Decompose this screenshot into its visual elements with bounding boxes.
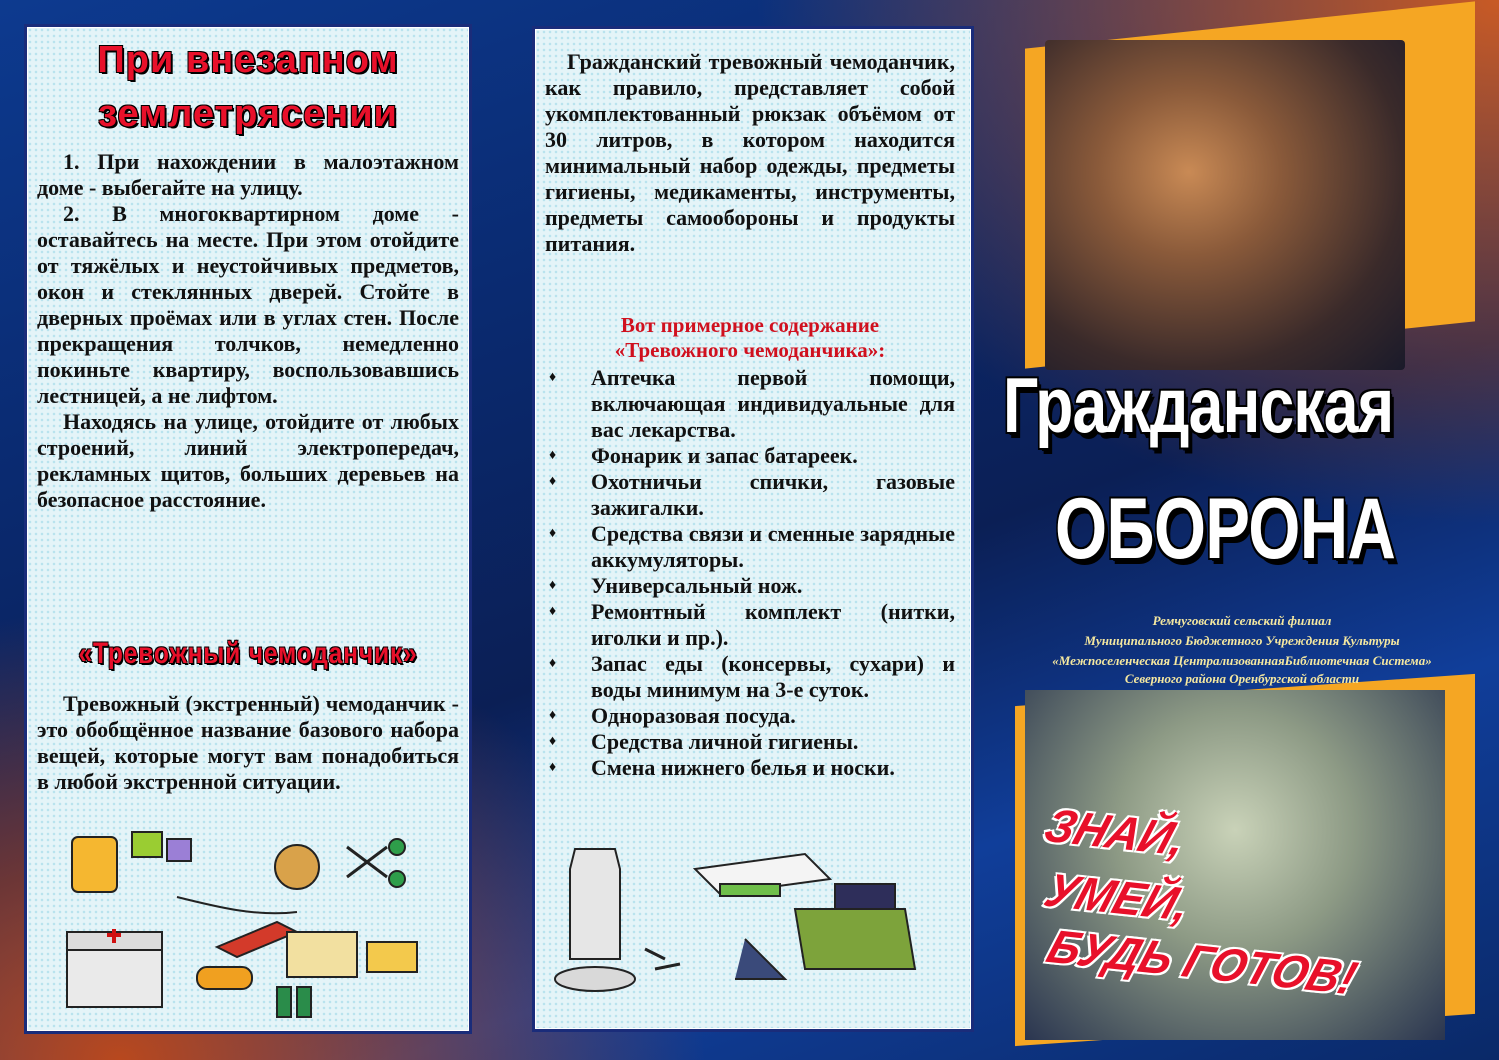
diamond-bullet-icon: ♦ xyxy=(549,474,557,489)
list-item: ♦ Смена нижнего белья и носки. xyxy=(549,755,895,780)
diamond-bullet-icon: ♦ xyxy=(549,448,557,463)
kit-contents-list xyxy=(545,365,955,781)
firefighter-photo xyxy=(1045,40,1405,370)
title-civil: Гражданская xyxy=(1003,361,1394,449)
emergency-kit-heading: «Тревожный чемоданчик» xyxy=(78,637,418,670)
diamond-bullet-icon: ♦ xyxy=(549,370,557,385)
diamond-bullet-icon: ♦ xyxy=(549,760,557,775)
list-item: ♦ Универсальный нож. xyxy=(549,573,803,598)
organization-line4: Северного района Оренбургской области xyxy=(1124,671,1360,686)
scissors-icon xyxy=(347,847,387,877)
clothes-icon xyxy=(795,909,915,969)
slogan-know: ЗНАЙ, xyxy=(1038,798,1194,866)
diamond-bullet-icon: ♦ xyxy=(549,734,557,749)
paragraph-kit-definition: Тревожный (экстренный) чемоданчик - это обобщённое название базового набора вещей, которые могут вам понадобиться в любой экстренной ситуации. xyxy=(37,691,459,794)
paragraph-apartment: 2. В многоквартирном доме - оставайтесь на месте. При этом отойдите от тяжёлых и неустойчивых предметов, окон и стеклянных дверей. Стойте в дверных проёмах или в углах стен. После прекращения толчков, немедленно покиньте квартиру, воспользовавшись лестницей, а не лифтом. xyxy=(37,201,459,408)
title-defense: ОБОРОНА xyxy=(1055,481,1396,577)
contents-heading-line1: Вот примерное содержание xyxy=(620,313,880,337)
list-item: ♦ Одноразовая посуда. xyxy=(549,703,796,728)
list-item: ♦ Средства связи и сменные зарядные аккумуляторы. xyxy=(549,521,955,572)
diamond-bullet-icon: ♦ xyxy=(549,604,557,619)
left-panel xyxy=(24,24,472,1034)
earthquake-heading-line1: При внезапном xyxy=(97,39,399,81)
slogan-be-ready: БУДЬ ГОТОВ! xyxy=(1041,919,1364,1005)
kit-intro-paragraph: Гражданский тревожный чемоданчик, как правило, представляет собой укомплектованный рюкзак объёмом от 30 литров, в котором находится минимальный набор одежды, предметы гигиены, медикаменты, инструменты, предметы самообороны и продукты питания. xyxy=(545,49,955,256)
paragraph-outdoors: Находясь на улице, отойдите от любых строений, линий электропередач, рекламных щитов, больших деревьев на безопасное расстояние. xyxy=(37,409,459,512)
slogan-can: УМЕЙ, xyxy=(1038,863,1198,931)
diamond-bullet-icon: ♦ xyxy=(549,578,557,593)
flask-icon xyxy=(570,849,620,959)
paragraph-low-rise: 1. При нахождении в малоэтажном доме - выбегайте на улицу. xyxy=(37,149,459,200)
contents-heading-line2: «Тревожного чемоданчика»: xyxy=(614,338,886,362)
list-item: ♦ Средства личной гигиены. xyxy=(549,729,859,754)
radio-icon xyxy=(72,837,117,892)
list-item: ♦ Ремонтный комплект (нитки, иголки и пр.). xyxy=(549,599,955,650)
list-item: ♦ Запас еды (консервы, сухари) и воды минимум на 3-е суток. xyxy=(549,651,955,702)
organization-line1: Ремчуговский сельский филиал xyxy=(1152,613,1332,628)
first-aid-box-icon xyxy=(67,947,162,1007)
list-item: ♦ Фонарик и запас батареек. xyxy=(549,443,858,468)
list-item: ♦ Охотничьи спички, газовые зажигалки. xyxy=(549,469,955,520)
plate-icon xyxy=(555,967,635,991)
emergency-kit-illustration xyxy=(47,827,457,1027)
matches-icon xyxy=(367,942,417,972)
diamond-bullet-icon: ♦ xyxy=(549,708,557,723)
diamond-bullet-icon: ♦ xyxy=(549,656,557,671)
list-item: ♦ Аптечка первой помощи, включающая индивидуальные для вас лекарства. xyxy=(549,365,955,442)
knife-icon xyxy=(217,922,297,957)
kit-supplies-illustration xyxy=(545,829,965,1009)
cover-panel xyxy=(985,0,1499,1060)
earthquake-heading-line2: землетрясении xyxy=(98,93,398,135)
organization-line2: Муниципального Бюджетного Учреждения Культуры xyxy=(1084,633,1400,648)
cutlery-icon xyxy=(645,949,680,969)
organization-line3: «Межпоселенческая ЦентрализованнаяБиблиотечная Система» xyxy=(1052,653,1432,668)
diamond-bullet-icon: ♦ xyxy=(549,526,557,541)
flashlight-icon xyxy=(197,967,252,989)
thread-spool-icon xyxy=(275,845,319,889)
middle-panel xyxy=(532,26,974,1032)
